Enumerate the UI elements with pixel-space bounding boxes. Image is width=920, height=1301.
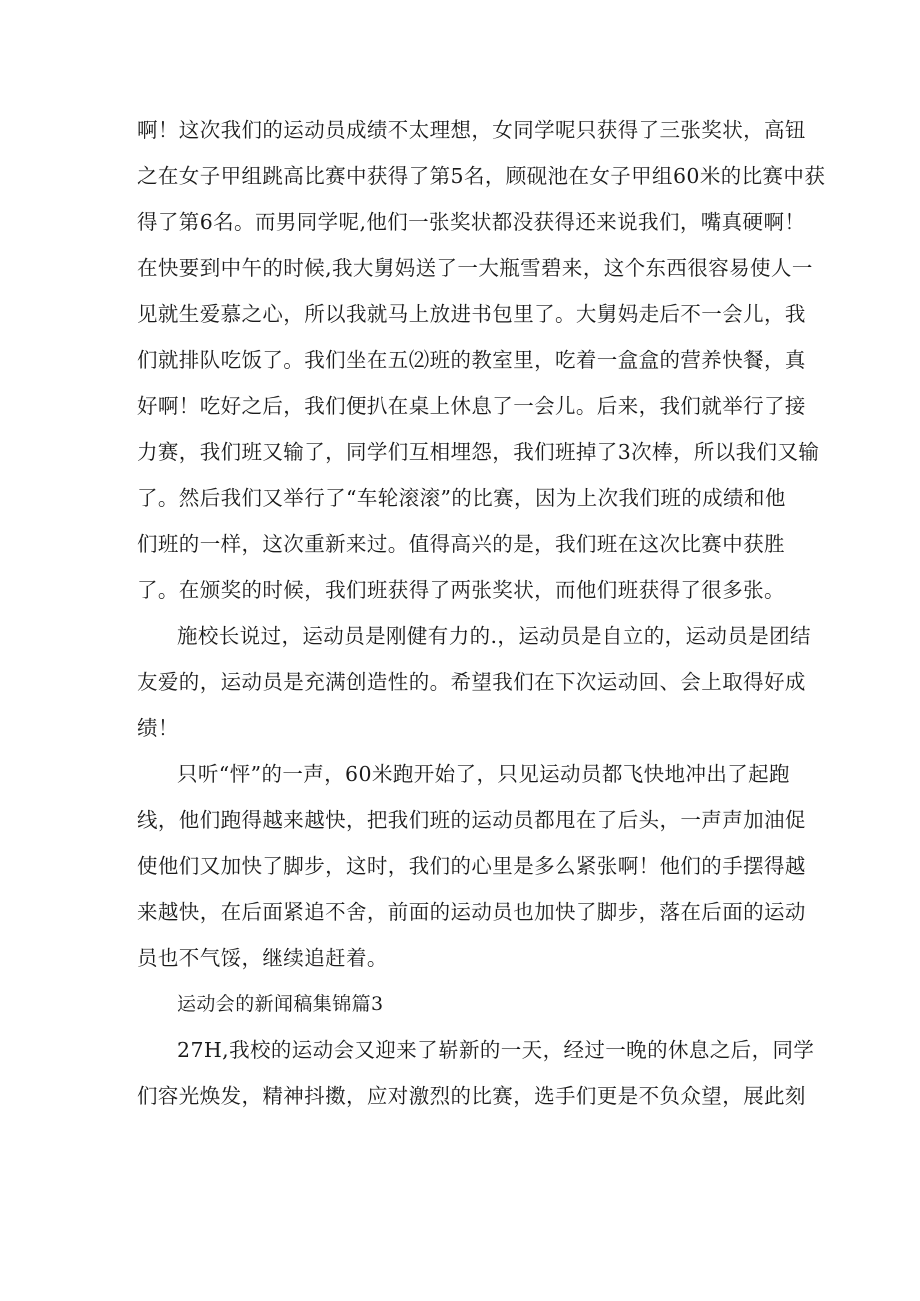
- text-line: 线，他们跑得越来越快，把我们班的运动员都甩在了后头，一声声加油促: [137, 808, 806, 832]
- section-heading: 运动会的新闻稿集锦篇3: [177, 993, 384, 1015]
- paragraph-start-line: 只听“怦”的一声，60米跑开始了，只见运动员都飞快地冲出了起跑: [177, 762, 790, 786]
- text-line: 之在女子甲组跳高比赛中获得了第5名，顾砚池在女子甲组60米的比赛中获: [137, 164, 826, 188]
- text-line: 了。然后我们又举行了“车轮滚滚”的比赛，因为上次我们班的成绩和他: [137, 486, 786, 510]
- text-line: 在快要到中午的时候,我大舅妈送了一大瓶雪碧来，这个东西很容易使人一: [137, 256, 813, 280]
- text-line: 们就排队吃饭了。我们坐在五⑵班的教室里，吃着一盒盒的营养快餐，真: [137, 348, 806, 372]
- text-line: 见就生爱慕之心，所以我就马上放进书包里了。大舅妈走后不一会儿，我: [137, 302, 806, 326]
- text-line: 得了第6名。而男同学呢,他们一张奖状都没获得还来说我们，嘴真硬啊！: [137, 210, 806, 234]
- text-line: 来越快，在后面紧追不舍，前面的运动员也加快了脚步，落在后面的运动: [137, 900, 806, 924]
- text-line: 友爱的，运动员是充满创造性的。希望我们在下次运动回、会上取得好成: [137, 670, 806, 694]
- text-line: 员也不气馁，继续追赶着。: [137, 946, 388, 970]
- text-line: 啊！这次我们的运动员成绩不太理想，女同学呢只获得了三张奖状，高钮: [137, 118, 806, 142]
- text-line: 了。在颁奖的时候，我们班获得了两张奖状，而他们班获得了很多张。: [137, 578, 785, 602]
- text-line: 们容光焕发，精神抖擞，应对激烈的比赛，选手们更是不负众望，展此刻: [137, 1084, 806, 1108]
- text-line: 绩！: [137, 716, 179, 740]
- paragraph-start-line: 施校长说过，运动员是刚健有力的.，运动员是自立的，运动员是团结: [177, 624, 811, 648]
- text-line: 力赛，我们班又输了，同学们互相埋怨，我们班掉了3次棒，所以我们又输: [137, 440, 820, 464]
- text-line: 好啊！吃好之后，我们便扒在桌上休息了一会儿。后来，我们就举行了接: [137, 394, 806, 418]
- text-line: 使他们又加快了脚步，这时，我们的心里是多么紧张啊！他们的手摆得越: [137, 854, 806, 878]
- text-line: 们班的一样，这次重新来过。值得高兴的是，我们班在这次比赛中获胜: [137, 532, 785, 556]
- paragraph-start-line: 27H,我校的运动会又迎来了崭新的一天，经过一晚的休息之后，同学: [177, 1038, 815, 1062]
